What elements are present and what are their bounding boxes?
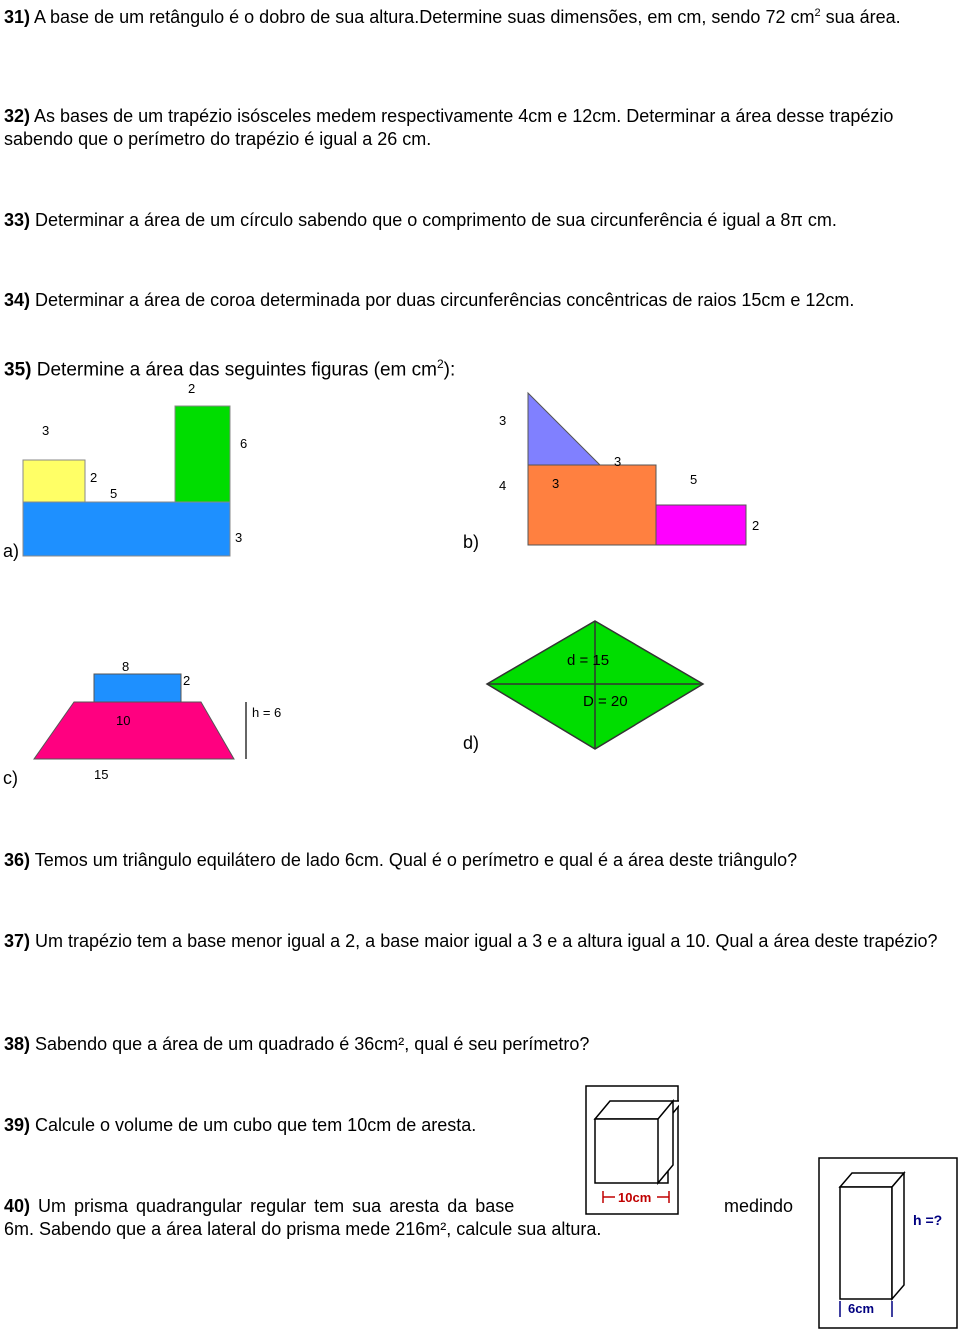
dim-left: 3 [42,423,50,438]
dim-3-mid: 3 [614,454,622,469]
dim-3-top: 3 [499,413,507,428]
question-text-tail: ): [443,359,456,381]
question-text: Calcule o volume de um cubo que tem 10cm de aresta. [30,1115,477,1135]
prism-front-face [840,1187,892,1299]
dim-3: 3 [235,530,243,545]
dim-6: 6 [240,436,248,451]
orange-rectangle [528,465,656,545]
purple-triangle [528,393,600,465]
pink-trapezoid [34,702,234,759]
question-text: Um trapézio tem a base menor igual a 2, a base maior igual a 3 e a altura igual a 10. Qual a área deste trapézio? [30,931,938,951]
green-rectangle [175,406,230,502]
question-40-line1 [4,1195,804,1218]
question-40 [4,1195,804,1241]
question-34 [4,289,944,312]
dim-top: 2 [188,381,196,396]
question-number: 39) [4,1115,31,1135]
dim-10: 10 [116,713,131,728]
dim-15: 15 [94,767,109,782]
question-number: 35) [4,359,32,381]
prism-figure [818,1157,958,1329]
question-number: 32) [4,106,31,126]
dim-5: 5 [110,486,118,501]
dim-2: 2 [90,470,98,485]
question-number: 34) [4,290,31,310]
question-text: Temos um triângulo equilátero de lado 6cm. Qual é o perímetro e qual é a área deste triângulo? [30,850,798,870]
question-text-tail: sua área. [820,7,901,27]
figure-d-label: d) [463,733,480,753]
figure-b [490,388,770,558]
question-number: 37) [4,931,31,951]
question-number: 36) [4,850,31,870]
cube-front-face [595,1119,668,1183]
question-text-b: medindo [724,1196,794,1216]
question-number: 33) [4,210,31,230]
question-text-a: Um prisma quadrangular regular tem sua aresta da base [30,1196,515,1216]
question-36 [4,849,944,872]
figure-c [30,655,330,785]
prism-base-label: 6cm [848,1301,875,1316]
question-37 [4,930,944,953]
prism-side-face [892,1173,904,1299]
question-39 [4,1114,944,1137]
dim-4: 4 [499,478,507,493]
superscript: 2 [436,357,444,371]
question-32 [4,105,944,151]
magenta-rectangle [656,505,746,545]
yellow-rectangle [23,460,85,502]
diagonal-d: d = 15 [567,652,610,669]
dim-h: h = 6 [252,705,282,720]
prism-height-label: h =? [913,1212,943,1228]
question-text: Determinar a área de um círculo sabendo que o comprimento de sua circunferência é igual a 8π cm. [30,210,837,230]
dim-8: 8 [122,659,130,674]
figure-a [20,378,280,568]
dim-2: 2 [183,673,191,688]
figure-c-label: c) [3,768,18,788]
dim-2: 2 [752,518,760,533]
cube-edge-label: 10cm [618,1190,652,1205]
question-text-c: 6m. Sabendo que a área lateral do prisma mede 216m², calcule sua altura. [4,1219,602,1239]
superscript: 2 [814,7,821,19]
question-31 [4,2,944,29]
figure-a-label: a) [3,541,20,561]
blue-rectangle [23,502,230,556]
dim-3-in: 3 [552,476,560,491]
question-text: A base de um retângulo é o dobro de sua altura.Determine suas dimensões, em cm, sendo 72 cm [30,7,815,27]
question-number: 31) [4,7,31,27]
blue-rectangle [94,674,181,702]
question-number: 40) [4,1196,31,1216]
figure-d [483,617,713,777]
diagonal-D: D = 20 [583,693,628,710]
figure-b-label: b) [463,532,480,552]
question-text: Determine a área das seguintes figuras (em cm [31,359,437,381]
dim-5: 5 [690,472,698,487]
question-number: 38) [4,1034,31,1054]
question-text: Sabendo que a área de um quadrado é 36cm², qual é seu perímetro? [30,1034,590,1054]
question-33 [4,209,944,232]
question-text: As bases de um trapézio isósceles medem respectivamente 4cm e 12cm. Determinar a área desse trapézio sabendo que o perímetro do trapézio é igual a 26 cm. [4,106,894,149]
question-38 [4,1033,944,1056]
question-text: Determinar a área de coroa determinada por duas circunferências concêntricas de raios 15cm e 12cm. [30,290,855,310]
